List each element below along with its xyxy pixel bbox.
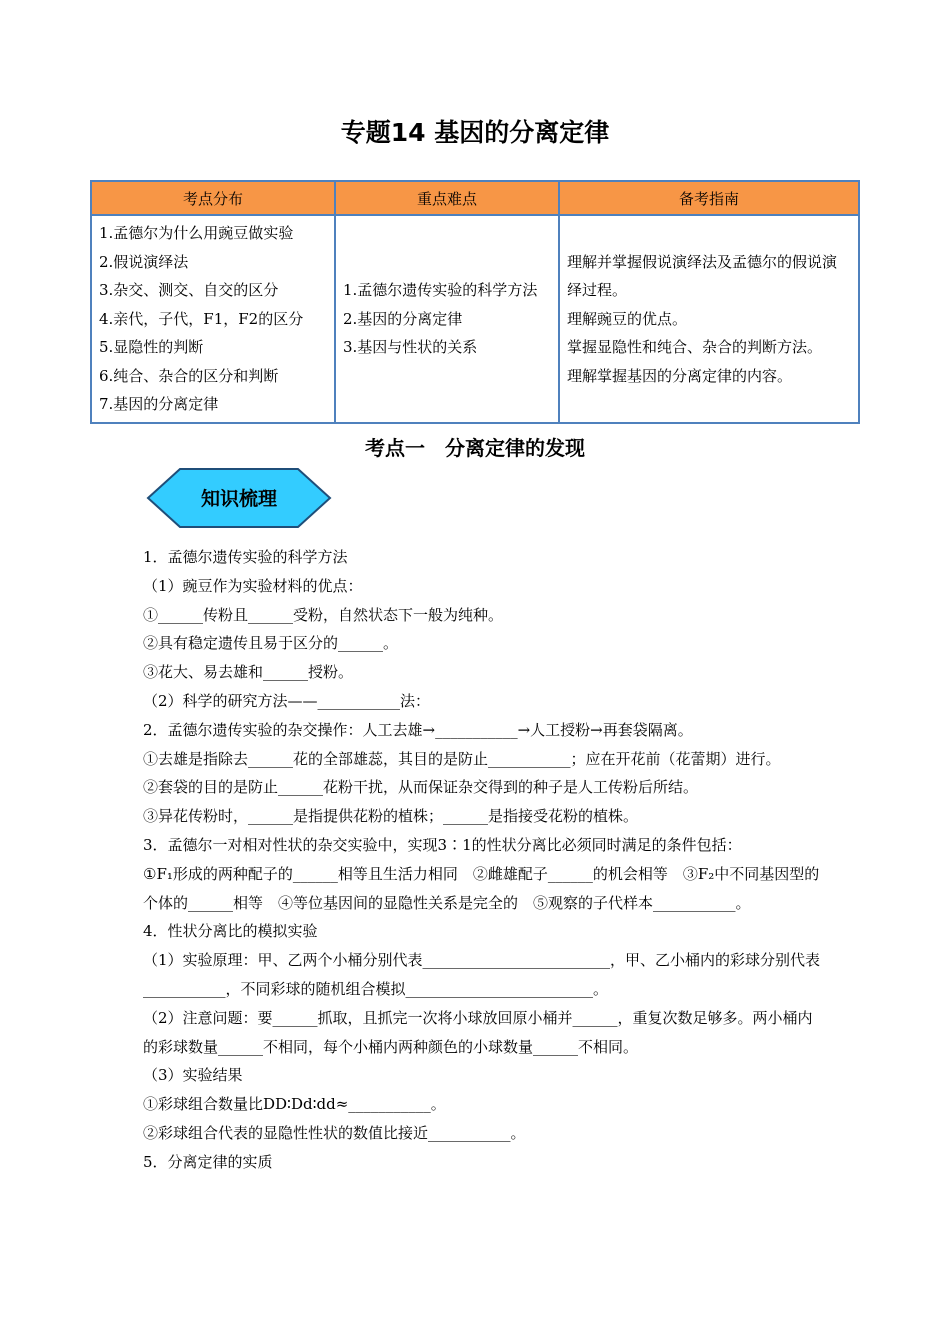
col3-line: 理解并掌握假说演绎法及孟德尔的假说演绎过程。 — [567, 252, 838, 299]
content-line: ②具有稳定遗传且易于区分的______。 — [143, 634, 399, 653]
content-line: 3．孟德尔一对相对性状的杂交实验中，实现3∶1的性状分离比必须同时满足的条件包括： — [143, 835, 742, 854]
page-title: 专题14 基因的分离定律 — [340, 118, 610, 147]
content-line: 5．分离定律的实质 — [143, 1152, 273, 1171]
header-exam-guide: 备考指南 — [559, 181, 859, 215]
col3-line: 理解掌握基因的分离定律的内容。 — [567, 366, 793, 385]
header-topic-distribution: 考点分布 — [91, 181, 335, 215]
key-points-cell — [335, 215, 559, 423]
exam-guide-cell — [559, 215, 859, 423]
content-line: （2）科学的研究方法——___________法： — [143, 691, 431, 710]
content-line: ②套袋的目的是防止______花粉干扰，从而保证杂交得到的种子是人工传粉后所结。 — [143, 778, 699, 797]
col2-line: 1.孟德尔遗传实验的科学方法 — [343, 281, 538, 299]
content-line: ①F₁形成的两种配子的______相等且生活力相同 ②雌雄配子______的机会相等 ③F₂中不同基因型的个体的______相等 ④等位基因间的显隐性关系是完全的 ⑤观察的子代样本___________。 — [143, 864, 820, 912]
content-line: ①去雄是指除去______花的全部雄蕊，其目的是防止___________；应在开花前（花蕾期）进行。 — [143, 749, 781, 768]
content-line: 4．性状分离比的模拟实验 — [143, 922, 318, 941]
content-line: （2）注意问题：要______抓取，且抓完一次将小球放回原小桶并______，重复次数足够多。两小桶内的彩球数量______不相同，每个小桶内两种颜色的小球数量______不相同。 — [143, 1008, 813, 1056]
content-line: ①彩球组合数量比DD∶Dd∶dd≈___________。 — [143, 1095, 446, 1114]
content-line: ③花大、易去雄和______授粉。 — [143, 663, 354, 682]
col1-line: 3.杂交、测交、自交的区分 — [99, 281, 279, 299]
table-row — [91, 215, 859, 423]
col2-line: 2.基因的分离定律 — [343, 309, 463, 328]
overview-table — [90, 180, 860, 424]
col1-line: 1.孟德尔为什么用豌豆做实验 — [99, 224, 294, 242]
content-line: ③异花传粉时，______是指提供花粉的植株；______是指接受花粉的植株。 — [143, 807, 639, 826]
content-line: （3）实验结果 — [143, 1066, 243, 1085]
col3-line: 掌握显隐性和纯合、杂合的判断方法。 — [567, 338, 823, 356]
content-line: ②彩球组合代表的显隐性性状的数值比接近___________。 — [143, 1123, 526, 1142]
col1-line: 6.纯合、杂合的区分和判断 — [99, 366, 279, 385]
col2-line: 3.基因与性状的关系 — [343, 338, 478, 356]
header-key-points: 重点难点 — [335, 181, 559, 215]
content-line: 1．孟德尔遗传实验的科学方法 — [143, 548, 348, 566]
col1-line: 5.显隐性的判断 — [99, 338, 204, 356]
topic-distribution-cell — [91, 215, 335, 423]
col1-line: 2.假说演绎法 — [99, 252, 189, 271]
col3-line: 理解豌豆的优点。 — [567, 309, 688, 328]
knowledge-content — [143, 543, 823, 1177]
table-header-row — [91, 181, 859, 215]
content-line: （1）实验原理：甲、乙两个小桶分别代表_________________________，甲、乙小桶内的彩球分别代表___________，不同彩球的随机组合模拟_________________________。 — [143, 951, 821, 998]
content-line: （1）豌豆作为实验材料的优点： — [143, 576, 363, 595]
content-line: ①______传粉且______受粉，自然状态下一般为纯种。 — [143, 605, 504, 624]
col1-line: 7.基因的分离定律 — [99, 395, 219, 413]
content-line: 2．孟德尔遗传实验的杂交操作：人工去雄→___________→人工授粉→再套袋隔离。 — [143, 720, 693, 739]
knowledge-badge-label: 知识梳理 — [200, 488, 277, 510]
section-title: 考点一 分离定律的发现 — [365, 436, 585, 460]
col1-line: 4.亲代，子代，F1，F2的区分 — [99, 309, 304, 328]
